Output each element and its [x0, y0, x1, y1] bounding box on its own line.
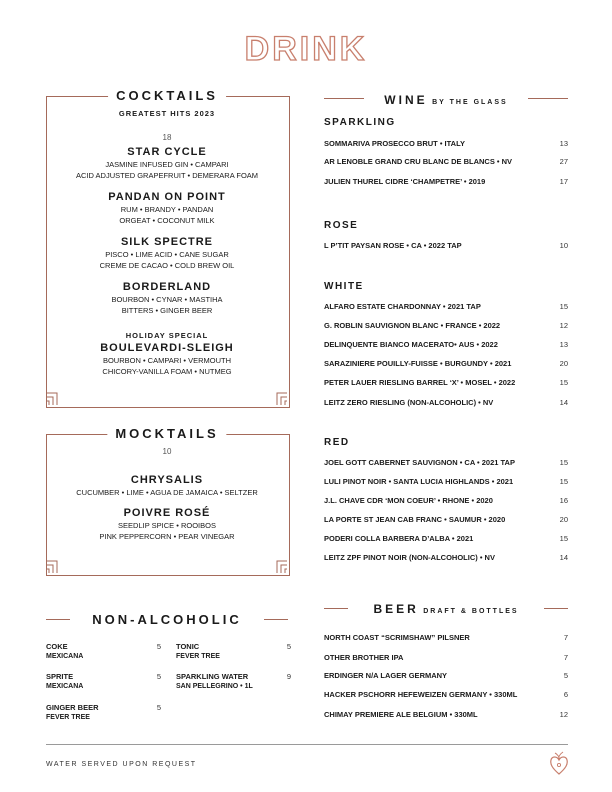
- cocktail-ingredients: RUM • BRANDY • PANDAN: [120, 205, 214, 214]
- wine-section-title: RED: [324, 437, 350, 448]
- wine-item: [324, 553, 568, 565]
- wine-price: 14: [559, 553, 568, 562]
- wine-item: [324, 321, 568, 333]
- wine-price: 10: [559, 241, 568, 250]
- footer-divider: [46, 744, 568, 745]
- na-drink-item: [176, 672, 291, 690]
- wine-name: JOEL GOTT CABERNET SAUVIGNON • CA • 2021 TAP: [324, 458, 515, 467]
- wine-price: 13: [559, 340, 568, 349]
- wine-name: PETER LAUER RIESLING BARREL ‘X’ • MOSEL • 2022: [324, 378, 516, 387]
- wine-item: [324, 241, 568, 253]
- wine-name: ALFARO ESTATE CHARDONNAY • 2021 TAP: [324, 302, 481, 311]
- wine-price: 16: [559, 496, 568, 505]
- beer-item: [324, 690, 568, 702]
- na-drink-name: SPRITE: [46, 672, 74, 681]
- na-drink-price: 5: [156, 642, 161, 651]
- beer-item: [324, 653, 568, 665]
- wine-item: [324, 302, 568, 314]
- beer-price: 7: [563, 633, 568, 642]
- na-drink-name: SPARKLING WATER: [176, 672, 249, 681]
- na-drink-price: 9: [286, 672, 291, 681]
- wine-price: 14: [559, 398, 568, 407]
- beer-price: 7: [563, 653, 568, 662]
- na-drink-brand: FEVER TREE: [46, 714, 90, 721]
- cocktail-ingredients: JASMINE INFUSED GIN • CAMPARI: [105, 160, 229, 169]
- wine-price: 15: [559, 458, 568, 467]
- cocktail-name: PANDAN ON POINT: [108, 191, 226, 203]
- wine-price: 27: [559, 157, 568, 166]
- na-drink-brand: SAN PELLEGRINO • 1L: [176, 683, 253, 690]
- wine-item: [324, 398, 568, 410]
- cocktail-ingredients: CHICORY-VANILLA FOAM • NUTMEG: [102, 367, 232, 376]
- beer-name: OTHER BROTHER IPA: [324, 653, 404, 662]
- wine-name: PODERI COLLA BARBERA D’ALBA • 2021: [324, 534, 474, 543]
- divider: [544, 608, 568, 609]
- wine-heading: WINE: [384, 93, 428, 107]
- cocktail-ingredients: PISCO • LIME ACID • CANE SUGAR: [105, 250, 229, 259]
- wine-name: LULI PINOT NOIR • SANTA LUCIA HIGHLANDS • 2021: [324, 477, 514, 486]
- wine-item: [324, 477, 568, 489]
- na-drink-name: COKE: [46, 642, 68, 651]
- cocktail-name: BOULEVARDI-SLEIGH: [100, 342, 234, 354]
- wine-item: [324, 496, 568, 508]
- mocktail-name: CHRYSALIS: [130, 474, 204, 486]
- wine-price: 17: [559, 177, 568, 186]
- wine-header: [364, 91, 528, 109]
- wine-price: 20: [559, 515, 568, 524]
- divider: [264, 619, 288, 620]
- na-drink-item: [46, 672, 161, 690]
- cocktail-name: SILK SPECTRE: [120, 236, 214, 248]
- beer-header: [348, 600, 544, 618]
- wine-item: [324, 139, 568, 151]
- divider: [324, 98, 364, 99]
- wine-item: [324, 378, 568, 390]
- beer-name: NORTH COAST “SCRIMSHAW” PILSNER: [324, 633, 470, 642]
- wine-price: 15: [559, 534, 568, 543]
- beer-name: HACKER PSCHORR HEFEWEIZEN GERMANY • 330ML: [324, 690, 518, 699]
- cocktail-ingredients: CREME DE CACAO • COLD BREW OIL: [99, 261, 235, 270]
- cocktail-ingredients: ORGEAT • COCONUT MILK: [119, 216, 215, 225]
- cocktails-heading: COCKTAILS: [108, 88, 226, 103]
- beer-name: ERDINGER N/A LAGER GERMANY: [324, 671, 448, 680]
- wine-price: 15: [559, 477, 568, 486]
- beer-price: 12: [559, 710, 568, 719]
- na-drink-brand: MEXICANA: [46, 653, 84, 660]
- cocktail-name: BORDERLAND: [122, 281, 212, 293]
- heart-logo-icon: [548, 750, 570, 776]
- wine-item: [324, 177, 568, 189]
- na-drink-brand: MEXICANA: [46, 683, 84, 690]
- beer-subheading: DRAFT & BOTTLES: [423, 608, 519, 615]
- wine-price: 15: [559, 378, 568, 387]
- page-title: DRINK: [244, 30, 368, 68]
- beer-heading: BEER: [373, 602, 419, 616]
- divider: [528, 98, 568, 99]
- wine-section-title: ROSE: [324, 220, 359, 231]
- non-alcoholic-heading: NON-ALCOHOLIC: [92, 612, 242, 627]
- na-drink-name: GINGER BEER: [46, 703, 99, 712]
- wine-price: 12: [559, 321, 568, 330]
- wine-price: 15: [559, 302, 568, 311]
- wine-price: 13: [559, 139, 568, 148]
- na-drink-brand: FEVER TREE: [176, 653, 220, 660]
- na-drink-name: TONIC: [176, 642, 200, 651]
- beer-item: [324, 633, 568, 645]
- wine-name: AR LENOBLE GRAND CRU BLANC DE BLANCS • NV: [324, 157, 513, 166]
- mocktails-price: 10: [162, 447, 172, 456]
- beer-item: [324, 671, 568, 683]
- divider: [324, 608, 348, 609]
- wine-item: [324, 340, 568, 352]
- na-drink-item: [46, 703, 161, 721]
- wine-subheading: BY THE GLASS: [432, 99, 508, 106]
- wine-name: J.L. CHAVE CDR ‘MON COEUR’ • RHONE • 2020: [324, 496, 493, 505]
- cocktail-ingredients: BITTERS • GINGER BEER: [121, 306, 213, 315]
- cocktails-price: 18: [162, 133, 172, 142]
- na-drink-item: [176, 642, 291, 660]
- wine-name: SOMMARIVA PROSECCO BRUT • ITALY: [324, 139, 465, 148]
- beer-price: 6: [563, 690, 568, 699]
- mocktail-name: POIVRE ROSÉ: [123, 507, 211, 519]
- beer-name: CHIMAY PREMIERE ALE BELGIUM • 330ML: [324, 710, 478, 719]
- wine-item: [324, 359, 568, 371]
- corner-ornament-icon: [271, 559, 287, 573]
- cocktails-subheading: GREATEST HITS 2023: [118, 109, 216, 118]
- wine-name: G. ROBLIN SAUVIGNON BLANC • FRANCE • 2022: [324, 321, 501, 330]
- wine-item: [324, 515, 568, 527]
- mocktail-ingredients: SEEDLIP SPICE • ROOIBOS: [118, 521, 216, 530]
- wine-price: 20: [559, 359, 568, 368]
- cocktail-name: STAR CYCLE: [127, 146, 207, 158]
- wine-name: L P’TIT PAYSAN ROSE • CA • 2022 TAP: [324, 241, 462, 250]
- beer-item: [324, 710, 568, 722]
- divider: [46, 619, 70, 620]
- cocktail-ingredients: BOURBON • CYNAR • MASTIHA: [111, 295, 223, 304]
- cocktail-ingredients: BOURBON • CAMPARI • VERMOUTH: [102, 356, 232, 365]
- wine-name: JULIEN THUREL CIDRE ‘CHAMPETRE’ • 2019: [324, 177, 486, 186]
- mocktails-heading: MOCKTAILS: [107, 426, 226, 441]
- na-drink-price: 5: [286, 642, 291, 651]
- na-drink-item: [46, 642, 161, 660]
- corner-ornament-icon: [47, 559, 63, 573]
- wine-name: SARAZINIERE POUILLY-FUISSE • BURGUNDY • 2021: [324, 359, 512, 368]
- wine-name: LEITZ ZPF PINOT NOIR (NON-ALCOHOLIC) • NV: [324, 553, 495, 562]
- na-drink-price: 5: [156, 703, 161, 712]
- wine-item: [324, 458, 568, 470]
- mocktail-ingredients: PINK PEPPERCORN • PEAR VINEGAR: [99, 532, 235, 541]
- corner-ornament-icon: [271, 391, 287, 405]
- mocktail-ingredients: CUCUMBER • LIME • AGUA DE JAMAICA • SELTZER: [76, 488, 258, 497]
- wine-item: [324, 534, 568, 546]
- wine-section-title: SPARKLING: [324, 117, 396, 128]
- wine-section-title: WHITE: [324, 281, 364, 292]
- wine-item: [324, 157, 568, 169]
- corner-ornament-icon: [47, 391, 63, 405]
- wine-name: DELINQUENTE BIANCO MACERATO• AUS • 2022: [324, 340, 498, 349]
- holiday-special-label: HOLIDAY SPECIAL: [125, 331, 209, 340]
- wine-name: LEITZ ZERO RIESLING (NON-ALCOHOLIC) • NV: [324, 398, 494, 407]
- na-drink-price: 5: [156, 672, 161, 681]
- footer-note: WATER SERVED UPON REQUEST: [46, 761, 197, 768]
- beer-price: 5: [563, 671, 568, 680]
- cocktail-ingredients: ACID ADJUSTED GRAPEFRUIT • DEMERARA FOAM: [75, 171, 259, 180]
- wine-name: LA PORTE ST JEAN CAB FRANC • SAUMUR • 2020: [324, 515, 506, 524]
